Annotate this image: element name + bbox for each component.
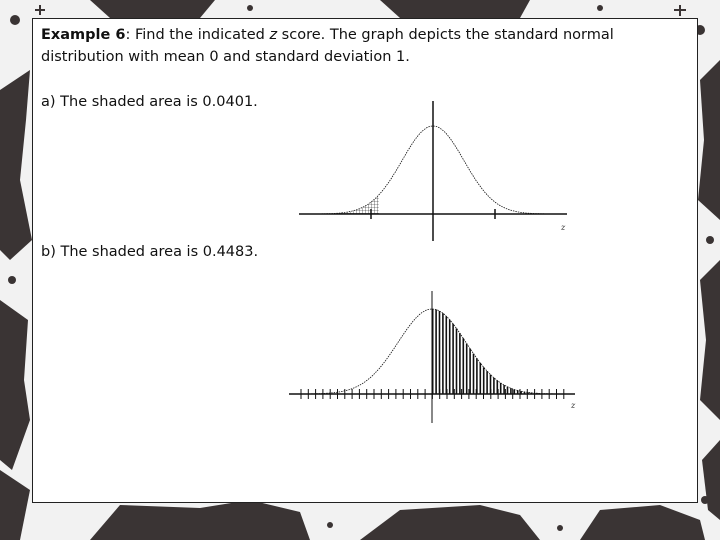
example-label: Example 6 bbox=[41, 27, 126, 43]
slide-panel bbox=[32, 18, 698, 503]
shaded-right-region bbox=[433, 309, 542, 394]
normal-curve-graph-b bbox=[289, 291, 579, 431]
part-b-text: b) The shaded area is 0.4483. bbox=[41, 244, 259, 260]
axis-label-z: z bbox=[571, 401, 576, 410]
part-a-text: a) The shaded area is 0.0401. bbox=[41, 94, 258, 110]
axis-label-z: z bbox=[561, 223, 566, 232]
heading-part-1: : Find the indicated bbox=[125, 27, 270, 43]
normal-curve-graph-a bbox=[299, 99, 579, 244]
heading-part-2: score. The graph depicts the standard normal distribution with mean 0 and standard deviation 1. bbox=[41, 27, 614, 65]
heading-text bbox=[41, 24, 681, 68]
heading-variable: z bbox=[269, 27, 278, 43]
